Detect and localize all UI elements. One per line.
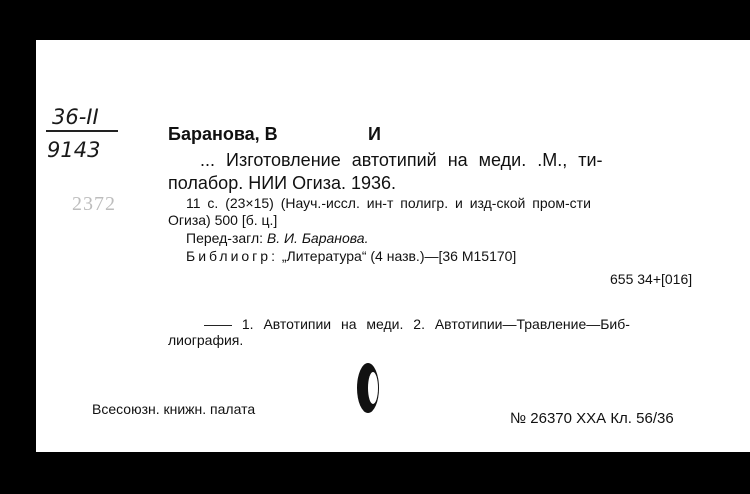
registry-number: № 26370 ХХА Кл. 56/36 (510, 410, 674, 427)
note-value: В. И. Баранова. (266, 230, 369, 246)
title-line-2: полабор. НИИ Огиза. 1936. (168, 173, 397, 193)
classification-code: 655 34+[016] (610, 271, 693, 287)
collation-line-1: 11 с. (23×15) (Науч.-иссл. ин-т полигр. и изд-ской пром-сти (186, 195, 591, 211)
note-label: Перед-загл: (186, 230, 264, 246)
collation-line-2: Огиза) 500 [б. ц.] (168, 212, 278, 228)
title-line-1: ... Изготовление автотипий на меди. .М., ти- (200, 150, 603, 170)
bottom-border (0, 452, 750, 494)
author-name: Баранова, В (168, 124, 278, 144)
call-number-bottom: 9143 (47, 138, 101, 162)
bibliography-note (186, 248, 516, 264)
faded-stamp: 2372 (72, 193, 116, 215)
publisher-footer: Всесоюзн. книжн. палата (92, 401, 256, 417)
catalog-card (36, 40, 750, 452)
subjects-line-1: —— 1. Автотипии на меди. 2. Автотипии—Травление—Биб- (204, 316, 630, 332)
call-number-divider (46, 130, 118, 132)
author-initial: И (368, 124, 381, 144)
subjects-line-2: лиография. (168, 332, 244, 348)
call-number-top: 36-II (52, 105, 99, 129)
title-note (186, 230, 368, 246)
punch-hole-highlight (368, 372, 378, 404)
biblio-value: „Литература“ (4 назв.)—[36 М15170] (281, 248, 517, 264)
biblio-label: Библиогр: (186, 248, 278, 264)
corner-notch (0, 450, 36, 494)
